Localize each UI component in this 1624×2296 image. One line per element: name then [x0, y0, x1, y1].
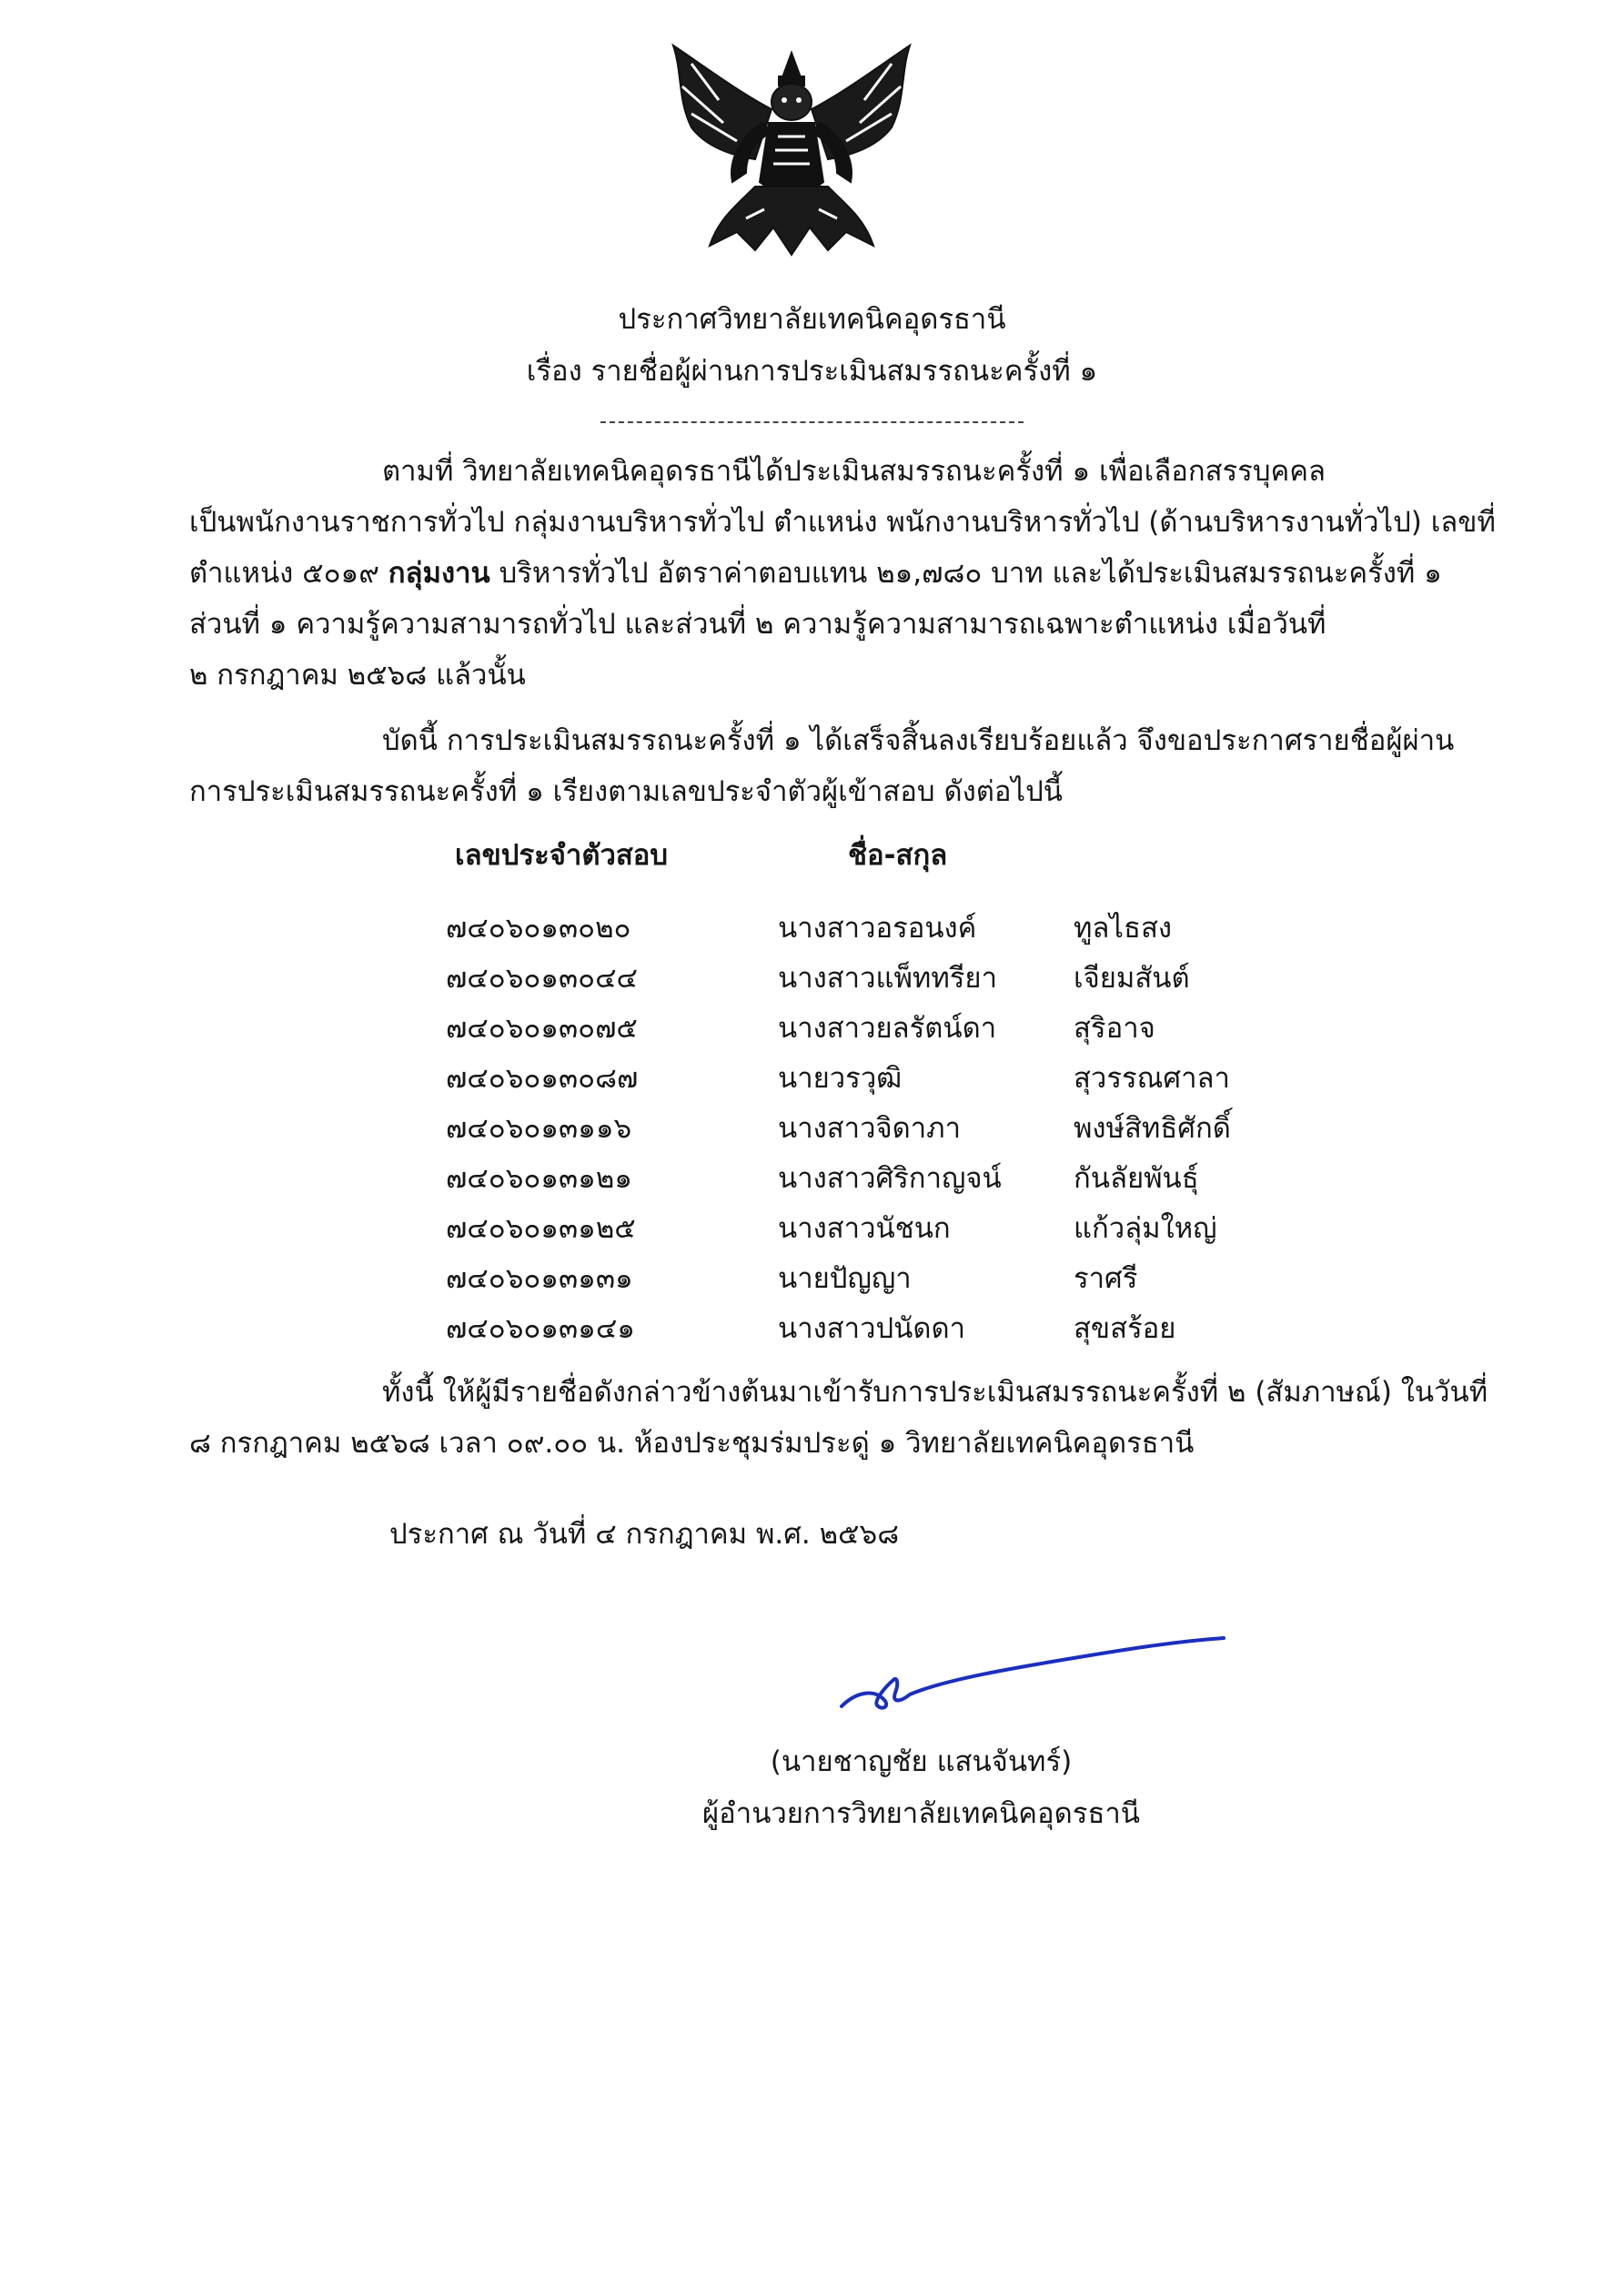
table-row [0, 1205, 1624, 1256]
candidate-first-name: นายวรวุฒิ [778, 1062, 903, 1095]
paragraph-2-line-2: การประเมินสมรรถนะครั้งที่ ๑ เรียงตามเลขประจำตัวผู้เข้าสอบ ดังต่อไปนี้ [189, 775, 1063, 808]
candidate-first-name: นางสาวปนัดดา [778, 1312, 966, 1345]
candidate-id: ๗๔๐๖๐๑๓๐๔๔ [446, 962, 639, 995]
table-row [0, 1055, 1624, 1106]
table-row [0, 955, 1624, 1006]
table-row [0, 1255, 1624, 1306]
paragraph-3-line-2: ๘ กรกฎาคม ๒๕๖๘ เวลา ๐๙.๐๐ น. ห้องประชุมร่มประดู่ ๑ วิทยาลัยเทคนิคอุดรธานี [189, 1427, 1195, 1460]
announcement-subject: เรื่อง รายชื่อผู้ผ่านการประเมินสมรรถนะครั้งที่ ๑ [526, 355, 1098, 388]
table-row [0, 1105, 1624, 1156]
paragraph-1-line-4: ส่วนที่ ๑ ความรู้ความสามารถทั่วไป และส่วนที่ ๒ ความรู้ความสามารถเฉพาะตำแหน่ง เมื่อวันที่ [189, 608, 1326, 641]
table-row [0, 1005, 1624, 1056]
signature-icon [837, 1620, 1228, 1720]
signer-name: (นายชาญชัย แสนจันทร์) [770, 1745, 1073, 1778]
paragraph-1-line-1: ตามที่ วิทยาลัยเทคนิคอุดรธานีได้ประเมินสมรรถนะครั้งที่ ๑ เพื่อเลือกสรรบุคคล [382, 455, 1326, 488]
candidate-id: ๗๔๐๖๐๑๓๑๑๖ [446, 1112, 632, 1145]
candidate-last-name: แก้วลุ่มใหญ่ [1074, 1212, 1217, 1245]
candidate-id: ๗๔๐๖๐๑๓๑๒๑ [446, 1162, 632, 1195]
work-group-label: กลุ่มงาน [388, 557, 490, 590]
candidate-last-name: สุริอาจ [1074, 1012, 1155, 1045]
table-row [0, 1155, 1624, 1206]
candidate-id: ๗๔๐๖๐๑๓๑๔๑ [446, 1312, 635, 1345]
column-header-name: ชื่อ-สกุล [848, 839, 948, 872]
column-header-id: เลขประจำตัวสอบ [455, 839, 669, 872]
candidate-last-name: สุวรรณศาลา [1074, 1062, 1230, 1095]
candidate-first-name: นางสาวแพ็ททรียา [778, 962, 997, 995]
paragraph-1-line-3 [189, 557, 1442, 591]
candidate-last-name: ราศรี [1074, 1262, 1138, 1295]
table-row [0, 1305, 1624, 1356]
paragraph-1-line-2: เป็นพนักงานราชการทั่วไป กลุ่มงานบริหารทั่วไป ตำแหน่ง พนักงานบริหารทั่วไป (ด้านบริหารงานทั่วไป) เลขที่ [189, 506, 1496, 539]
candidate-first-name: นางสาวอรอนงค์ [778, 912, 977, 945]
candidate-last-name: ทูลไธสง [1074, 912, 1173, 945]
table-row [0, 905, 1624, 956]
candidate-last-name: พงษ์สิทธิศักดิ์ [1074, 1112, 1231, 1145]
candidate-last-name: สุขสร้อย [1074, 1312, 1176, 1345]
candidate-id: ๗๔๐๖๐๑๓๐๒๐ [446, 912, 631, 945]
heading-divider [600, 421, 1024, 423]
announcement-date: ประกาศ ณ วันที่ ๔ กรกฎาคม พ.ศ. ๒๕๖๘ [389, 1518, 900, 1551]
candidate-id: ๗๔๐๖๐๑๓๐๘๗ [446, 1062, 639, 1095]
garuda-emblem-icon [655, 36, 928, 273]
candidate-first-name: นางสาวนัชนก [778, 1212, 951, 1245]
candidate-last-name: เจียมสันต์ [1074, 962, 1190, 995]
paragraph-2-line-1: บัดนี้ การประเมินสมรรถนะครั้งที่ ๑ ได้เสร็จสิ้นลงเรียบร้อยแล้ว จึงขอประกาศรายชื่อผู้ผ่าน [382, 724, 1455, 757]
candidate-first-name: นางสาวจิดาภา [778, 1112, 962, 1145]
candidate-id: ๗๔๐๖๐๑๓๑๒๕ [446, 1212, 636, 1245]
candidate-id: ๗๔๐๖๐๑๓๐๗๕ [446, 1012, 638, 1045]
announcement-title: ประกาศวิทยาลัยเทคนิคอุดรธานี [618, 303, 1006, 336]
paragraph-3-line-1: ทั้งนี้ ให้ผู้มีรายชื่อดังกล่าวข้างต้นมาเข้ารับการประเมินสมรรถนะครั้งที่ ๒ (สัมภาษณ์) ในวันที่ [382, 1376, 1488, 1409]
candidate-first-name: นายปัญญา [778, 1262, 912, 1295]
candidate-last-name: กันลัยพันธุ์ [1074, 1162, 1199, 1195]
paragraph-1-line-5: ๒ กรกฎาคม ๒๕๖๘ แล้วนั้น [189, 659, 526, 692]
candidate-id: ๗๔๐๖๐๑๓๑๓๑ [446, 1262, 633, 1295]
candidate-first-name: นางสาวยลรัตน์ดา [778, 1012, 997, 1045]
signer-position: ผู้อำนวยการวิทยาลัยเทคนิคอุดรธานี [702, 1797, 1140, 1830]
candidate-first-name: นางสาวศิริกาญจน์ [778, 1162, 1002, 1195]
position-number: ตำแหน่ง ๕๐๑๙ [189, 557, 379, 590]
compensation-text: บริหารทั่วไป อัตราค่าตอบแทน ๒๑,๗๘๐ บาท และได้ประเมินสมรรถนะครั้งที่ ๑ [499, 557, 1442, 590]
